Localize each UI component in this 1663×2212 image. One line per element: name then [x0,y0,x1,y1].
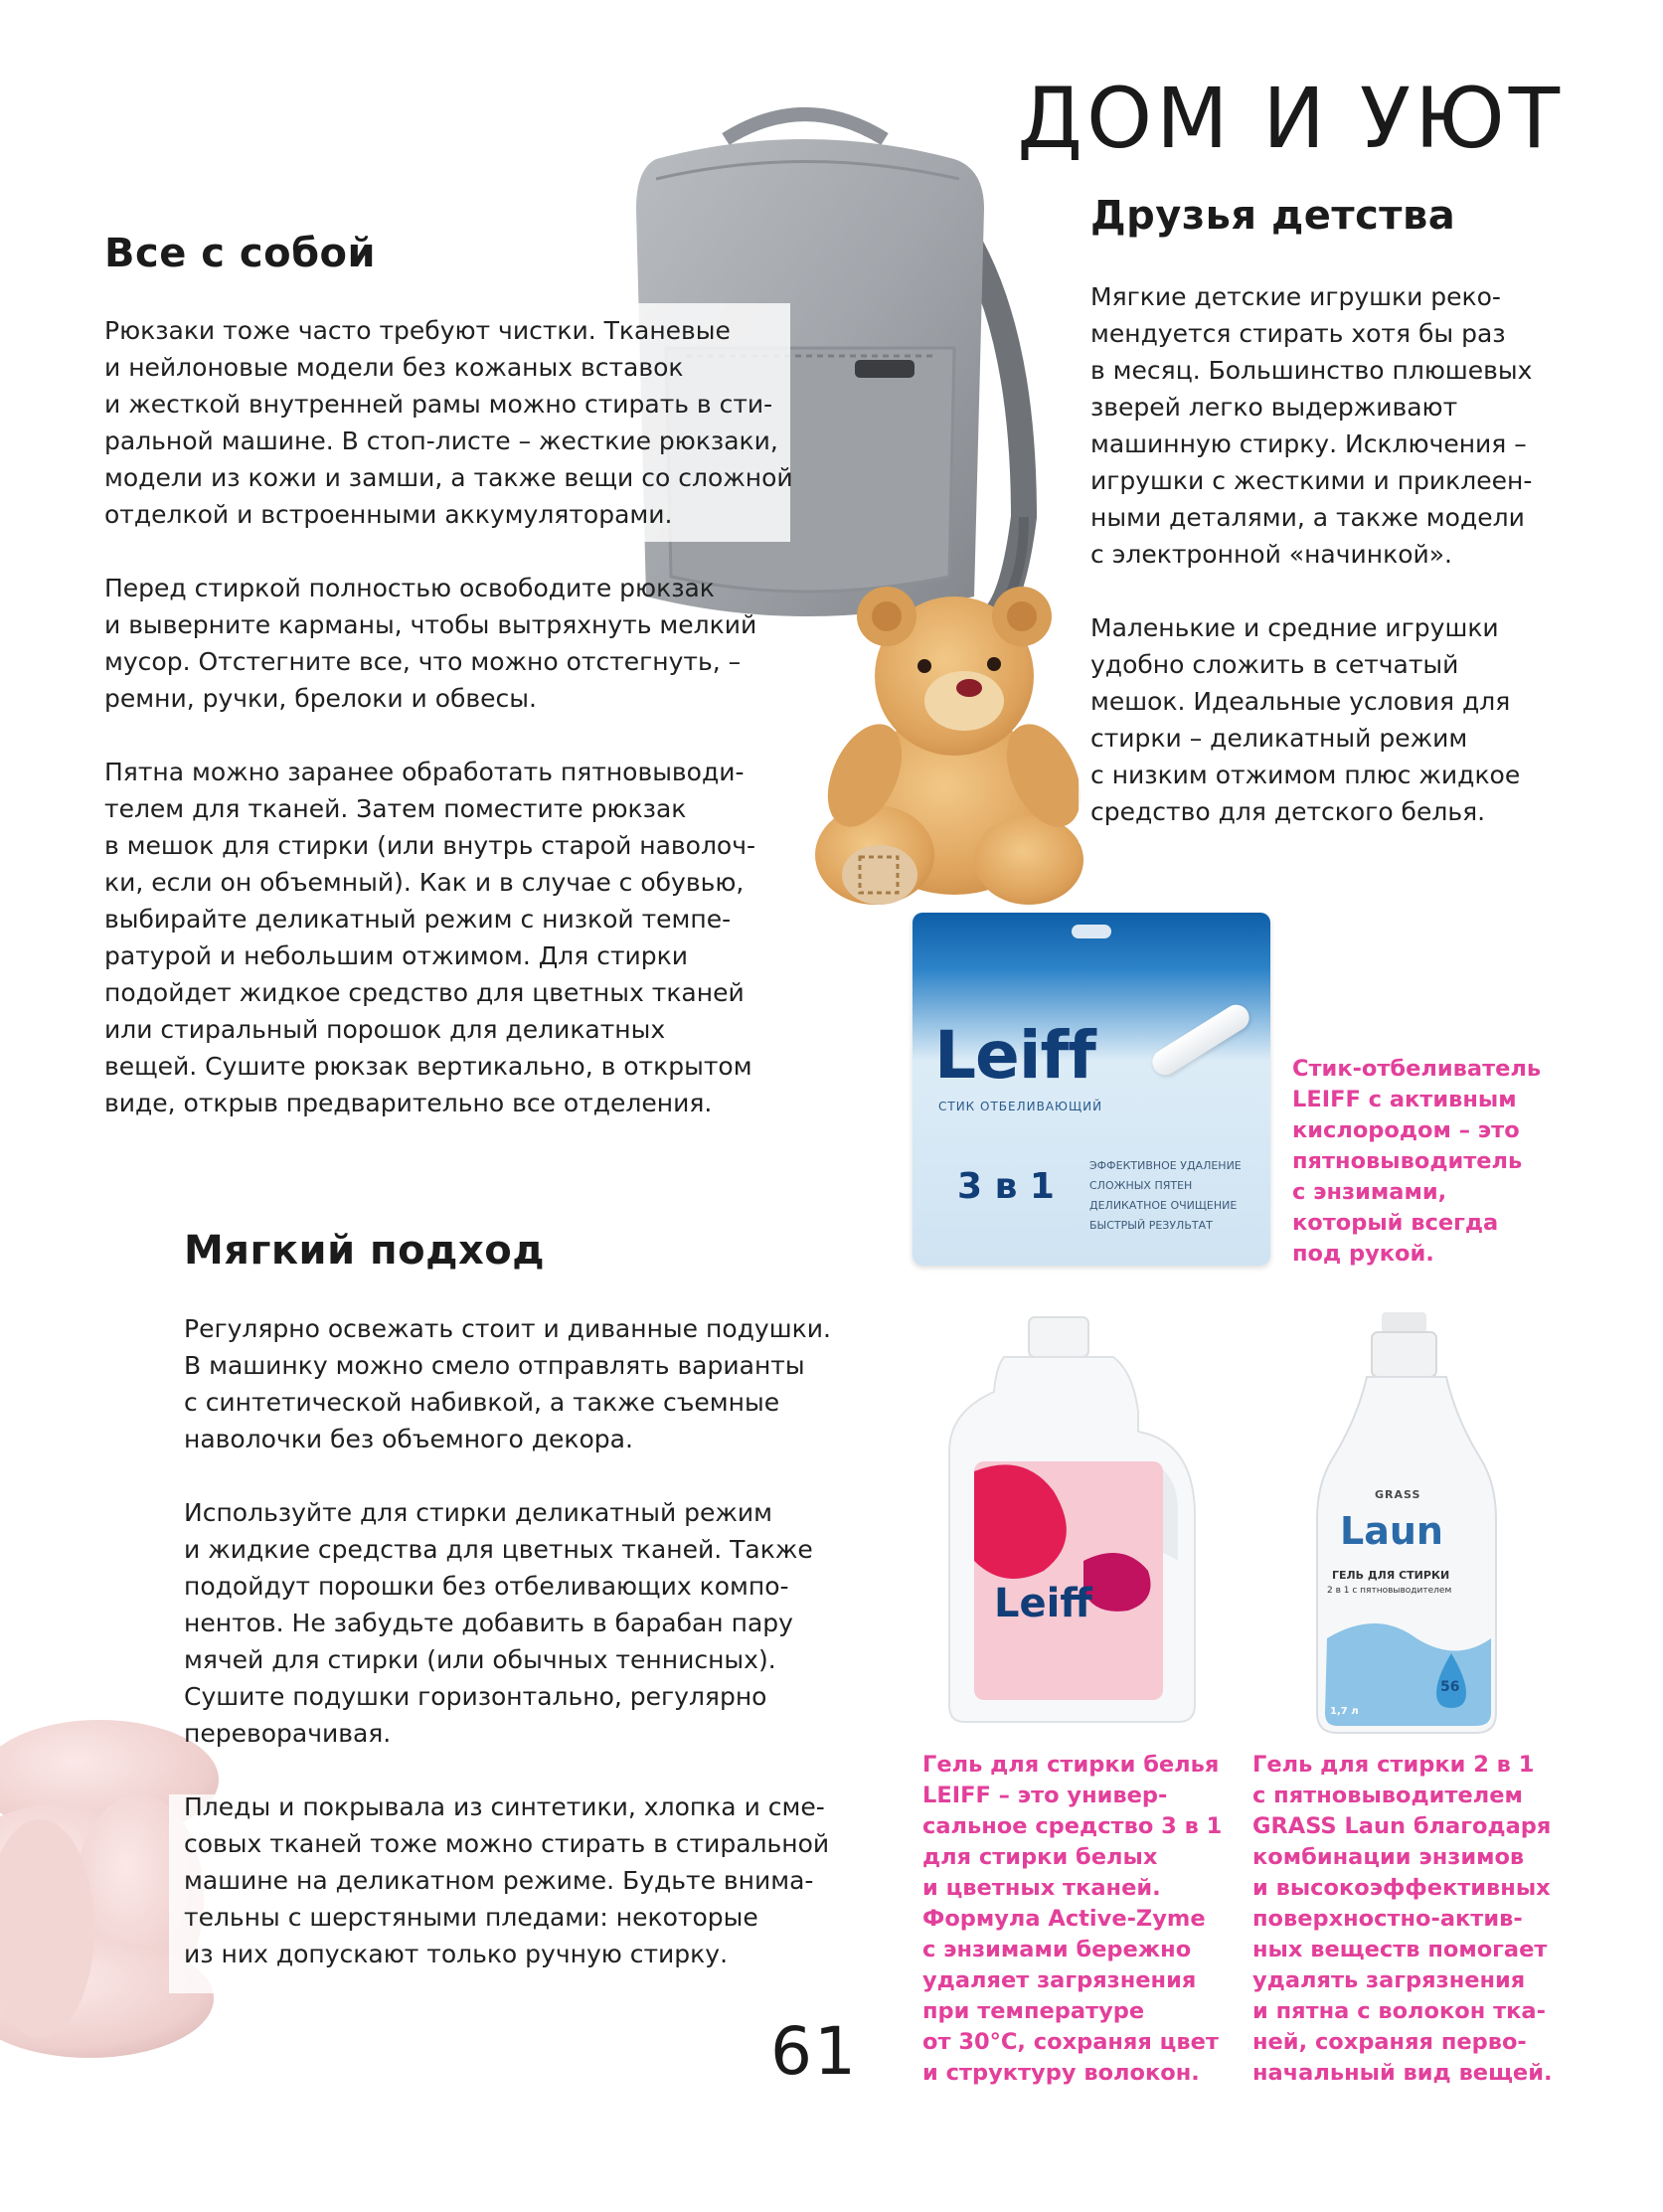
backpacks-text [104,312,793,1121]
leiff-gel-bottle [934,1312,1203,1730]
laun-brand-logo: Laun [1340,1509,1443,1553]
stick-chalk [1147,1000,1253,1080]
page-number: 61 [770,2013,858,2090]
section-title-backpacks: Все с собой [104,231,377,276]
paragraph: Пятна можно заранее обработать пятновыводи- телем для тканей. Затем поместите рюкзак в мешок для стирки (или внутрь старой наволоч- ки, если он объемный). Как и в случае с обувью, выбирайте деликатный режим с низкой темпе- ратурой и небольшим отжимом. Для стирки подойдет жидкое средство для цветных тканей или стиральный порошок для деликатных вещей. Сушите рюкзак вертикально, в открытом виде, открыв предварительно все отделения. [104,758,756,1117]
stick-subtitle: СТИК ОТБЕЛИВАЮЩИЙ [938,1100,1103,1113]
stick-badge: 3 в 1 [957,1166,1055,1207]
stick-brand-logo: Leiff [934,1017,1095,1094]
paragraph: Мягкие детские игрушки реко- мендуется стирать хотя бы раз в месяц. Большинство плюшевых зверей легко выдерживают машинную стирку. Исключения – игрушки с жесткими и приклеен- ными деталями, а также модели с электронной «начинкой». [1090,282,1533,569]
section-title-pillows: Мягкий подход [184,1228,546,1274]
section-title-toys: Друзья детства [1090,193,1456,239]
paragraph: Пледы и покрывала из синтетики, хлопка и сме- совых тканей тоже можно стирать в стиральной машине на деликатном режиме. Будьте внима- тельны с шерстяными пледами: некоторые из них допускают только ручную стирку. [184,1792,830,1968]
leiff-gel-brand: Leiff [994,1581,1092,1626]
paragraph: Регулярно освежать стоит и диванные подушки. В машинку можно смело отправлять варианты с синтетической набивкой, а также съемные наволочки без объемного декора. [184,1314,831,1453]
laun-label-title: ГЕЛЬ ДЛЯ СТИРКИ [1332,1569,1450,1582]
caption-leiff-stick: Стик-отбеливатель LEIFF с активным кислородом – это пятновыводитель с энзимами, который всегда под рукой. [1292,1056,1542,1267]
caption-leiff-gel: Гель для стирки белья LEIFF – это универ- сальное средство 3 в 1 для стирки белых и цветных тканей. Формула Active-Zyme с энзимами бережно удаляет загрязнения при температуре от 30°C, сохраняя цвет и структуру волокон. [922,1752,1223,2086]
leiff-stick-package [913,913,1270,1266]
paragraph: Перед стиркой полностью освободите рюкзак и выверните карманы, чтобы вытряхнуть мелкий мусор. Отстегните все, что можно отстегнуть, – ремни, ручки, брелоки и обвесы. [104,574,757,713]
caption-laun-gel: Гель для стирки 2 в 1 с пятновыводителем GRASS Laun благодаря комбинации энзимов и высокоэффективных поверхностно-актив- ных веществ помогает удалять загрязнения и пятна с волокон тка- ней, сохраняя перво- начальный вид вещей. [1252,1752,1553,2086]
stick-feature: ЭФФЕКТИВНОЕ УДАЛЕНИЕ [1089,1159,1242,1172]
stick-feature-list [1089,1156,1242,1236]
package-hang-tab [1072,925,1111,938]
laun-label-subtitle: 2 в 1 с пятновыводителем [1327,1586,1452,1596]
laun-washes-count: 56 [1440,1679,1460,1695]
page-title: ДОМ И УЮТ [1017,70,1564,167]
stick-feature: СЛОЖНЫХ ПЯТЕН [1089,1179,1193,1192]
toys-text [1090,278,1532,830]
paragraph: Маленькие и средние игрушки удобно сложить в сетчатый мешок. Идеальные условия для стирки – деликатный режим с низким отжимом плюс жидкое средство для детского белья. [1090,613,1521,826]
pillows-text [184,1310,831,1972]
stick-feature: БЫСТРЫЙ РЕЗУЛЬТАТ [1089,1219,1213,1232]
paragraph: Рюкзаки тоже часто требуют чистки. Тканевые и нейлоновые модели без кожаных вставок и жесткой внутренней рамы можно стирать в сти- ральной машине. В стоп-листе – жесткие рюкзаки, модели из кожи и замши, а также вещи со сложной отделкой и встроенными аккумуляторами. [104,316,793,529]
teddy-bear-image [805,577,1103,915]
laun-volume: 1,7 л [1330,1706,1359,1717]
stick-feature: ДЕЛИКАТНОЕ ОЧИЩЕНИЕ [1089,1199,1238,1212]
laun-maker-logo: GRASS [1375,1488,1421,1501]
paragraph: Используйте для стирки деликатный режим и жидкие средства для цветных тканей. Также подойдут порошки без отбеливающих компо- нентов. Не забудьте добавить в барабан пару мячей для стирки (или обычных теннисных). Сушите подушки горизонтально, регулярно переворачивая. [184,1498,813,1748]
